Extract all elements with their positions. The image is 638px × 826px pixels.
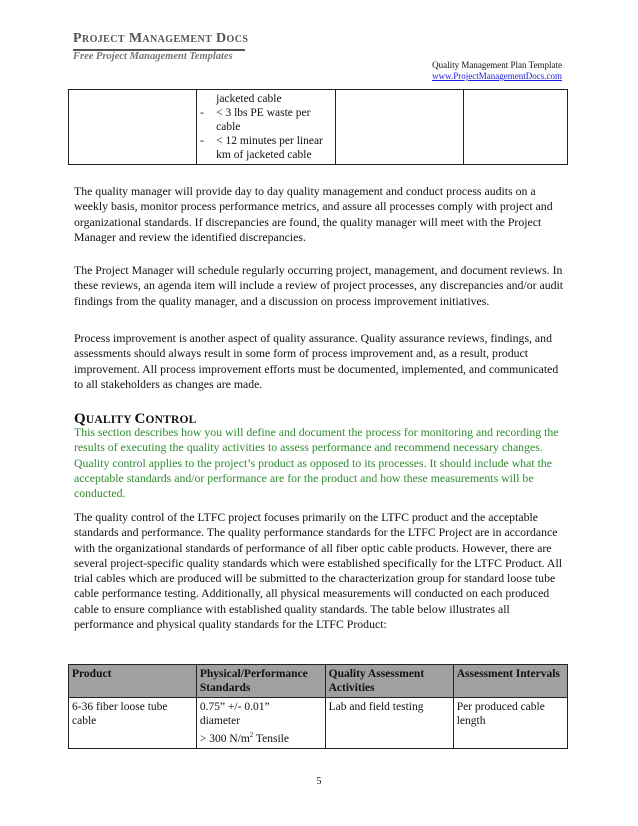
website-link[interactable]: www.ProjectManagementDocs.com	[432, 71, 562, 81]
logo-rule	[73, 49, 245, 51]
section-instructions: This section describes how you will define and document the process for monitoring and recording the results of executing the quality activities to assess performance and recommend necessary changes. Quality control applies to the project’s product as opposed to its processes. It should include what the acceptable standards and/or performance are for the product and how these measurements will be conducted.	[74, 425, 559, 501]
paragraph-2: The Project Manager will schedule regularly occurring project, management, and document reviews. In these reviews, an agenda item will include a review of project processes, any discrepancies and/or audit findings from the quality manager, and a discussion on process improvement initiatives.	[74, 263, 564, 308]
continued-table	[68, 89, 568, 165]
column-header: Product	[69, 665, 197, 698]
standards-cell: 0.75” +/- 0.01” diameter > 300 $N/m^2$ Tensile	[196, 698, 325, 749]
list-item: - < 3 lbs PE waste per	[200, 107, 311, 119]
logo	[73, 30, 263, 72]
paragraph-3: Process improvement is another aspect of quality assurance. Quality assurance reviews, findings, and assessments should always result in some form of process improvement and, as a result, product improvement. All process improvement efforts must be documented, implemented, and communicated to all stakeholders as changes are made.	[74, 331, 559, 391]
product-cell: 6-36 fiber loose tube cable	[69, 698, 197, 749]
table-cell: jacketed cable - < 3 lbs PE waste per cable - < 12 minutes per linear km of jacketed cable	[197, 90, 335, 165]
column-header: Quality Assessment Activities	[325, 665, 453, 698]
activity-cell: Lab and field testing	[325, 698, 453, 749]
column-header: Assessment Intervals	[453, 665, 567, 698]
column-header: Physical/Performance Standards	[196, 665, 325, 698]
table-row	[69, 90, 568, 165]
table-header-row	[69, 665, 568, 698]
page-number: 5	[316, 776, 322, 787]
paragraph-1: The quality manager will provide day to day quality management and conduct process audits on a weekly basis, monitor process performance metrics, and assure all processes comply with project and organizational standards. If discrepancies are found, the quality manager will meet with the Project Manager and review the identified discrepancies.	[74, 184, 553, 244]
logo-subtitle: Free Project Management Templates	[73, 51, 233, 62]
standards-table	[68, 664, 568, 749]
doc-title: Quality Management Plan Template	[432, 60, 562, 70]
table-cell	[335, 90, 463, 165]
section-body: The quality control of the LTFC project focuses primarily on the LTFC product and the acceptable standards and performance. The quality performance standards for the LTFC Project are in accordance with the organizational standards of performance of all fiber optic cable products. However, there are several project-specific quality standards which were established specifically for the LTFC Product. All trial cables which are produced will be submitted to the characterization group for standard loose tube cable performance testing. Additionally, all physical measurements will conducted on each produced cable to ensure compliance with established quality standards. The table below illustrates all performance and physical quality standards for the LTFC Product:	[74, 510, 563, 632]
list-item: - < 12 minutes per linear	[200, 135, 323, 147]
table-cell	[463, 90, 567, 165]
logo-title: Project Management Docs	[73, 31, 249, 46]
interval-cell: Per produced cable length	[453, 698, 567, 749]
continued-line: jacketed cable	[216, 93, 282, 105]
section-heading: QUALITY CONTROL	[74, 411, 197, 427]
header-right	[432, 60, 562, 82]
table-row	[69, 698, 568, 749]
table-cell	[69, 90, 197, 165]
